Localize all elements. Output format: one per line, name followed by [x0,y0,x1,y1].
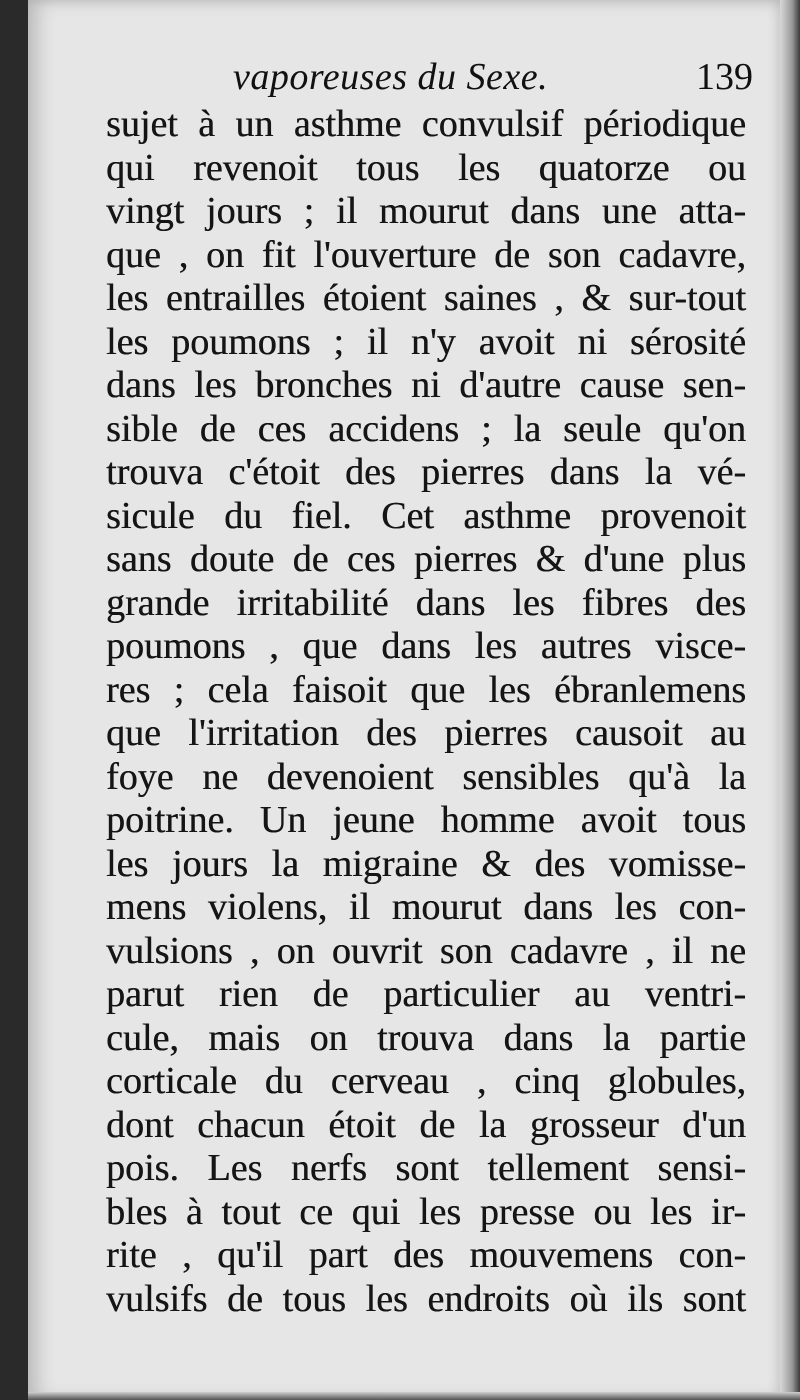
text-line: sible de ces accidens ; la seule qu'on [106,407,746,450]
text-line: pois. Les nerfs sont tellement sensi- [106,1147,746,1189]
text-line: poumons , que dans les autres visce- [106,625,746,667]
text-line: qui revenoit tous les quatorze ou [106,146,746,189]
text-line: corticale du cerveau , cinq globules, [106,1060,746,1102]
text-line: trouva c'étoit des pierres dans la vé- [106,451,746,493]
text-line: poitrine. Un jeune homme avoit tous [106,799,746,841]
text-line: sans doute de ces pierres & d'une plus [106,538,746,580]
text-line: res ; cela faisoit que les ébranlemens [106,668,746,711]
text-line: sicule du fiel. Cet asthme provenoit [106,494,746,537]
running-title: vaporeuses du Sexe. [233,56,549,98]
text-line: les jours la migraine & des vomisse- [106,842,746,885]
body-text [106,103,746,1321]
text-line: sujet à un asthme convulsif périodique [106,103,746,145]
text-line: les poumons ; il n'y avoit ni sérosité [106,320,746,363]
page-header [233,55,753,105]
page-edge-shadow [780,0,800,1400]
page-bottom-shadow [28,1392,800,1400]
text-line: bles à tout ce qui les presse ou les ir- [106,1190,746,1233]
text-line: grande irritabilité dans les fibres des [106,581,746,624]
text-line: les entrailles étoient saines , & sur-tout [106,277,746,319]
page-number: 139 [696,56,753,98]
text-line: vingt jours ; il mourut dans une atta- [106,190,746,232]
text-line: cule, mais on trouva dans la partie [106,1016,746,1059]
text-line: vulsions , on ouvrit son cadavre , il ne [106,929,746,972]
text-line: vulsifs de tous les endroits où ils sont [106,1277,746,1320]
text-line: parut rien de particulier au ventri- [106,973,746,1015]
book-page [28,0,780,1400]
text-line: foye ne devenoient sensibles qu'à la [106,755,746,798]
text-line: que l'irritation des pierres causoit au [106,712,746,754]
text-line: dont chacun étoit de la grosseur d'un [106,1103,746,1146]
text-line: mens violens, il mourut dans les con- [106,886,746,928]
text-line: dans les bronches ni d'autre cause sen- [106,364,746,406]
text-line: rite , qu'il part des mouvemens con- [106,1234,746,1276]
text-line: que , on fit l'ouverture de son cadavre, [106,233,746,276]
